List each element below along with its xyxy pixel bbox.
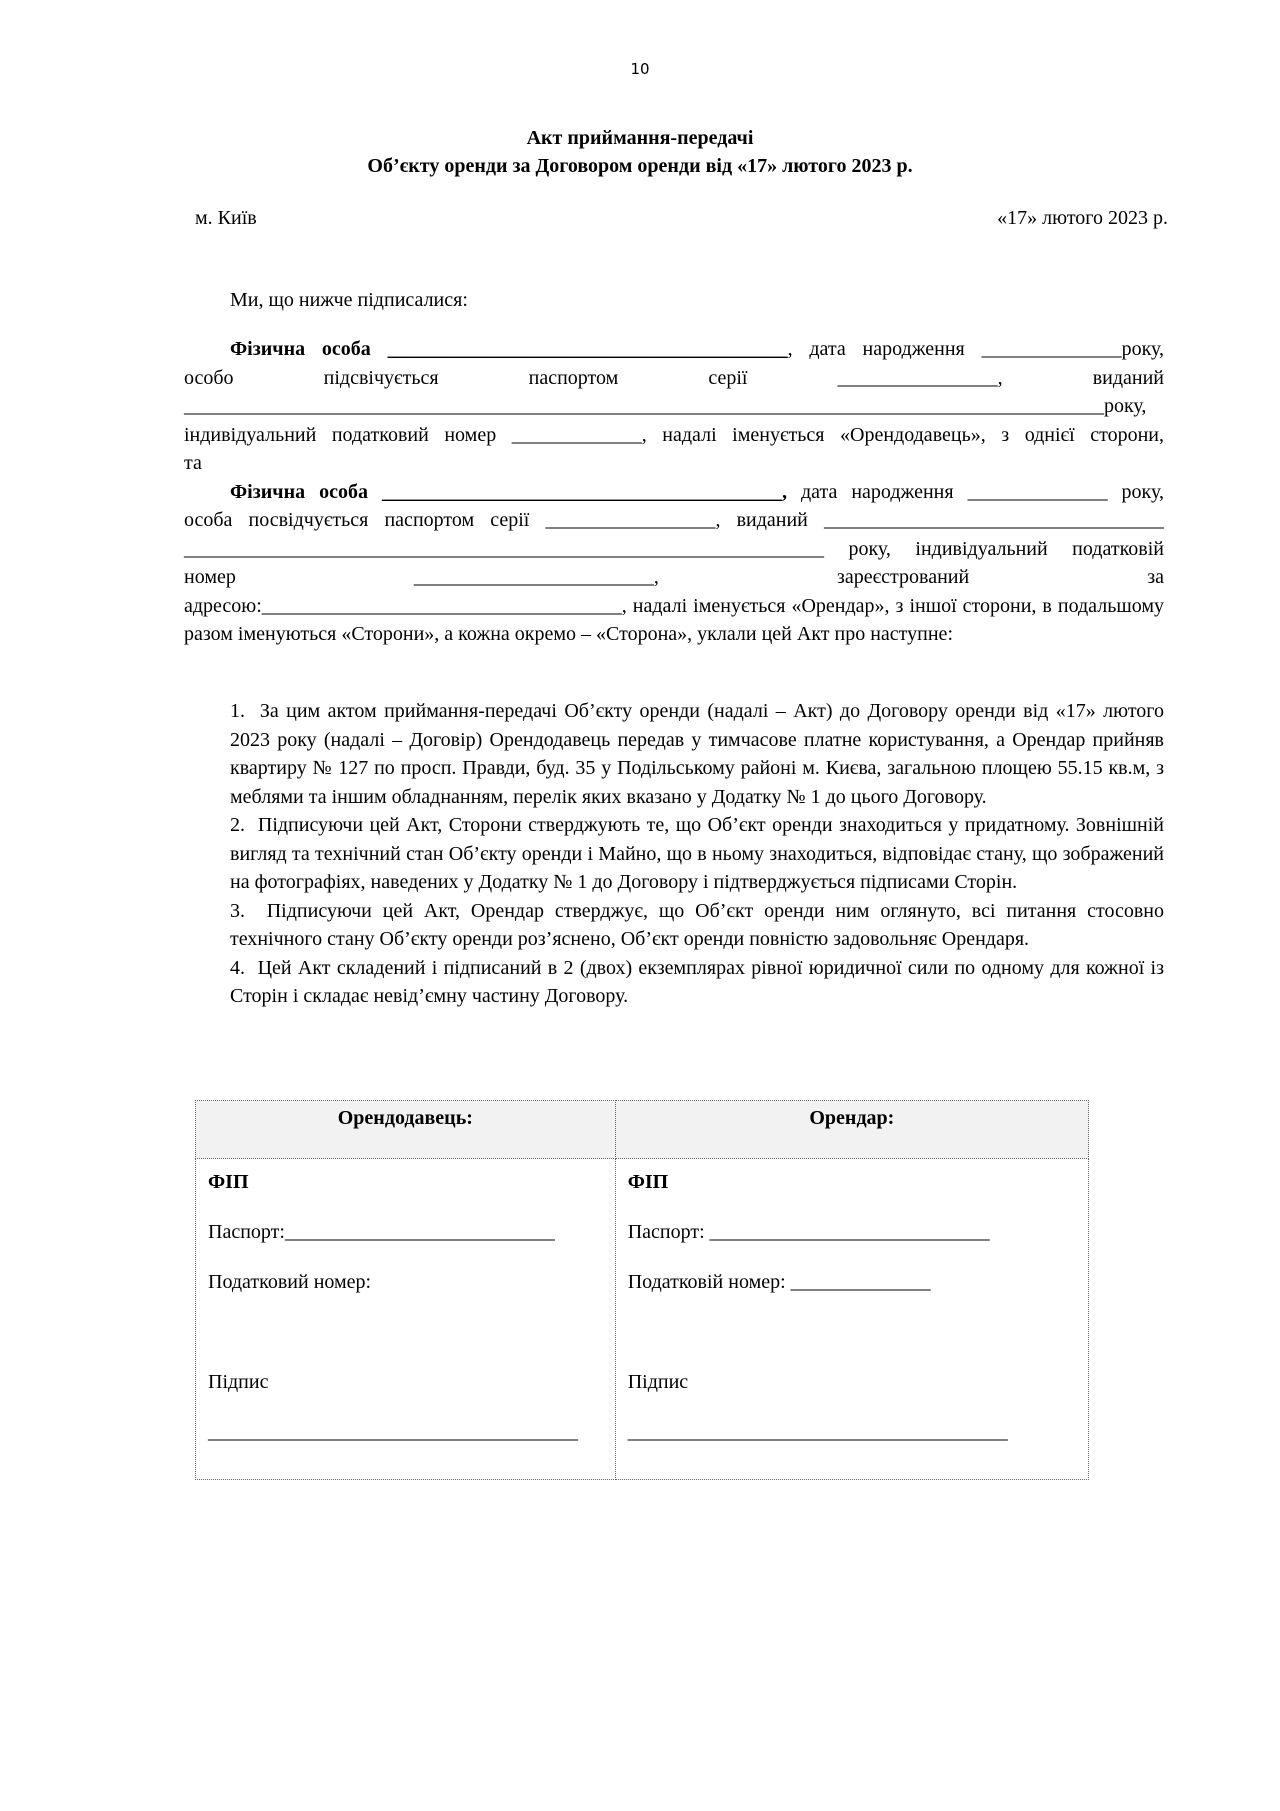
act-items — [230, 697, 1164, 1011]
intro-text: Ми, що нижче підписалися: — [230, 289, 468, 311]
landlord-signature-line: _____________________________________ — [208, 1421, 578, 1443]
tenant-header: Орендар: — [615, 1101, 1088, 1159]
list-item: 4. Цей Акт складений і підписаний в 2 (двох) екземплярах рівної юридичної сили по одному для кожної із Сторін і складає невід’ємну частину Договору. — [230, 956, 1164, 1007]
signature-table — [195, 1100, 1089, 1480]
list-item: 1. За цим актом приймання-передачі Об’єкту оренди (надалі – Акт) до Договору оренди від «17» лютого 2023 року (надалі – Договір) Орендодавець передав у тимчасове платне користування, а Орендар прийняв квартиру № 127 по просп. Правди, буд. 35 у Подільському районі м. Києва, загальною площею 55.15 кв.м, з меблями та іншим обладнанням, перелік яких вказано у Додатку № 1 до цього Договору. — [230, 700, 1164, 808]
party2-name-blank: ________________________________________, — [381, 480, 787, 503]
party2-line4: номер ________________________, зареєстрований за — [184, 566, 1164, 588]
party1-label: Фізична особа — [230, 338, 371, 360]
parties-section — [184, 335, 1164, 649]
tenant-name: ФІП — [627, 1171, 669, 1193]
party1-name-blank: ________________________________________ — [387, 338, 788, 360]
tenant-cell — [615, 1159, 1088, 1480]
landlord-passport: Паспорт:___________________________ — [208, 1221, 555, 1243]
party1-year-label: року, — [1121, 338, 1164, 360]
party1-line4: індивідуальний податковий номер _____________, надалі іменується «Орендодавець», з однієї сторони, — [184, 423, 1164, 446]
document-date: «17» лютого 2023 р. — [997, 207, 1168, 229]
tenant-passport: Паспорт: ____________________________ — [627, 1221, 990, 1243]
party2-dob-blank: ______________ — [967, 480, 1108, 503]
party1-line5: та — [184, 452, 202, 474]
title-line-1: Акт приймання-передачі — [526, 127, 754, 149]
party2-line3: ________________________________________________________________ року, індивідуальний податковій — [184, 537, 1164, 560]
list-item: 2. Підписуючи цей Акт, Сторони стверджують те, що Об’єкт оренди знаходиться у придатному. Зовнішній вигляд та технічний стан Об’єкту оренди і Майно, що в ньому знаходиться, відповідає стану, що зображений на фотографіях, наведених у Додатку № 1 до Договору і підтверджується підписами Сторін. — [230, 814, 1164, 893]
party2-year-label: року, — [1107, 480, 1164, 503]
tenant-tax-number: Податковій номер: ______________ — [627, 1271, 931, 1293]
landlord-cell — [196, 1159, 616, 1480]
party1-year-end: року, — [1104, 395, 1147, 417]
tenant-signature-label: Підпис — [627, 1371, 689, 1393]
party1-line2: особо підсвічується паспортом серії ________________, виданий — [184, 366, 1164, 389]
page-number: 10 — [630, 60, 650, 78]
party2-line5: адресою:____________________________________, надалі іменується «Орендар», з іншої сторони, в подальшому разом іменуються «Сторони», а кожна окремо – «Сторона», уклали цей Акт про наступне: — [184, 594, 1164, 645]
place: м. Київ — [195, 207, 257, 229]
party2-label: Фізична особа — [230, 480, 368, 503]
tenant-signature-line: ______________________________________ — [627, 1421, 1008, 1443]
list-item: 3. Підписуючи цей Акт, Орендар стверджує, що Об’єкт оренди ним оглянуто, всі питання стосовно технічного стану Об’єкту оренди роз’яснено, Об’єкт оренди повністю задовольняє Орендаря. — [230, 899, 1164, 950]
party2-dob-label: дата народження — [786, 480, 968, 503]
landlord-tax-number: Податковий номер: — [208, 1271, 372, 1293]
party2-line2: особа посвідчується паспортом серії _________________, виданий __________________________________ — [184, 509, 1164, 531]
party1-dob-label: , дата народження — [787, 338, 982, 360]
party1-line3 — [184, 392, 1164, 421]
party1-dob-blank: ______________ — [981, 338, 1122, 360]
party2-line1 — [184, 478, 1164, 507]
document-title — [0, 124, 1280, 180]
party1-issuer-blank: ____________________________________________________________________________________________ — [184, 395, 1104, 417]
party1-line1 — [184, 335, 1164, 364]
landlord-name: ФІП — [208, 1171, 249, 1193]
title-line-2: Об’єкту оренди за Договором оренди від «17» лютого 2023 р. — [367, 155, 913, 177]
landlord-signature-label: Підпис — [208, 1371, 269, 1393]
landlord-header: Орендодавець: — [196, 1101, 616, 1159]
